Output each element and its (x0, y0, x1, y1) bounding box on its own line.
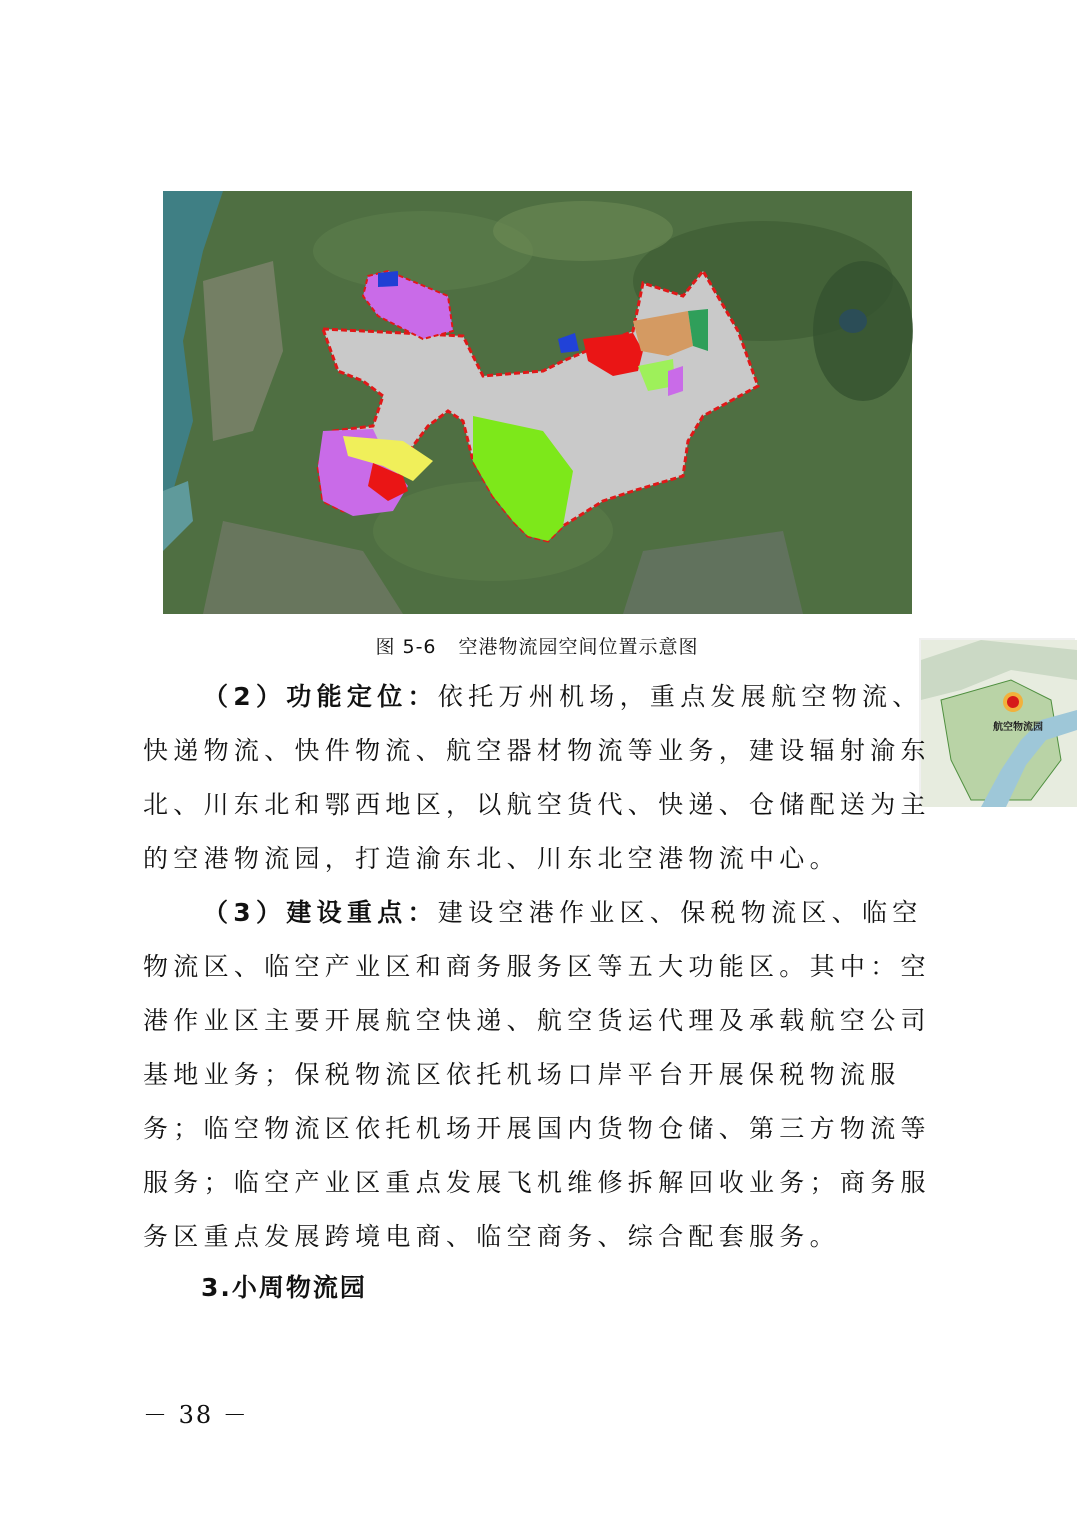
section-heading: 3.小周物流园 (201, 1273, 367, 1302)
paragraph-function (143, 670, 943, 886)
inset-label: 航空物流园 (993, 722, 1043, 733)
paragraph-function-label: （2）功能定位： (203, 682, 438, 711)
paragraph-function-text: 依托万州机场，重点发展航空物流、快递物流、快件物流、航空器材物流等业务，建设辐射渝东北、川东北和鄂西地区，以航空货代、快递、仓储配送为主的空港物流园，打造渝东北、川东北空港物流中心。 (143, 682, 931, 873)
paragraph-construction-label: （3）建设重点： (203, 898, 438, 927)
paragraph-construction (143, 886, 943, 1264)
figure-caption (0, 632, 1074, 659)
caption-title: 空港物流园空间位置示意图 (458, 636, 699, 658)
satellite-map (163, 191, 912, 614)
paragraph-construction-text: 建设空港作业区、保税物流区、临空物流区、临空产业区和商务服务区等五大功能区。其中：空港作业区主要开展航空快递、航空货运代理及承载航空公司基地业务；保税物流区依托机场口岸平台开展保税物流服务；临空物流区依托机场开展国内货物仓储、第三方物流等服务；临空产业区重点发展飞机维修拆解回收业务；商务服务区重点发展跨境电商、临空商务、综合配套服务。 (143, 898, 931, 1251)
caption-number: 图 5-6 (375, 636, 437, 658)
page-number: － 38 － (143, 1401, 249, 1429)
